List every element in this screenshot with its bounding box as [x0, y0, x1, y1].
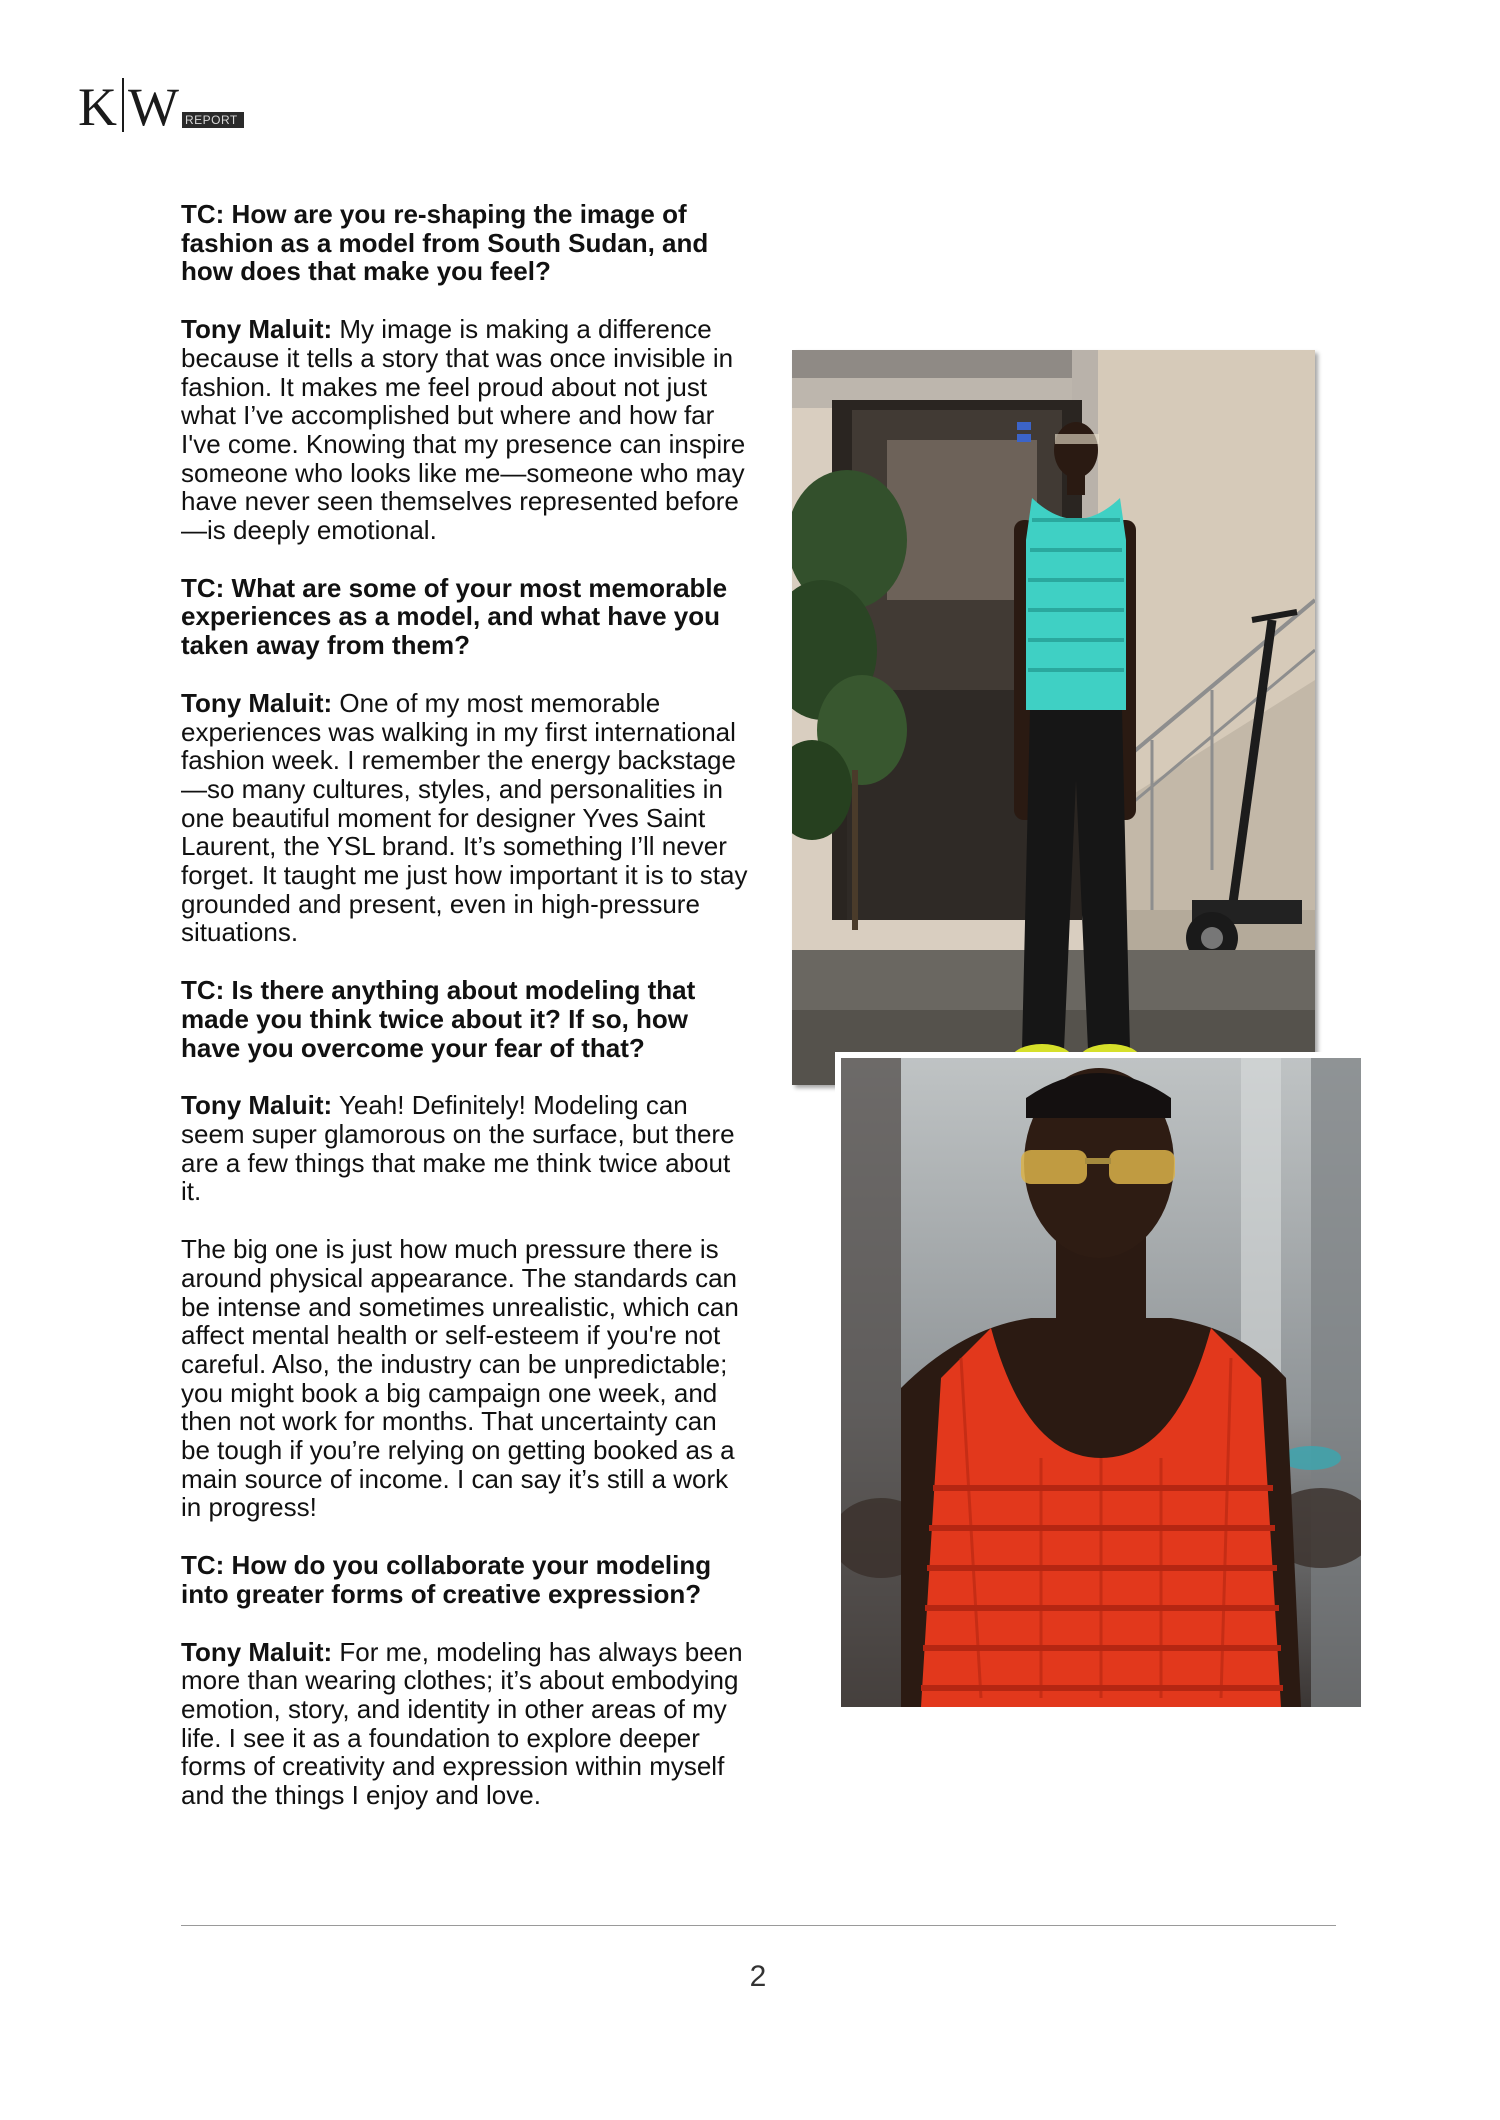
answer-text: One of my most memorable experiences was walking in my first international fashion week. I remember the energy backstage—so many cultures, styles, and personalities in one beautiful moment for designer Yves Saint Laurent, the YSL brand. It’s something I’ll never forget. It taught me just how important it is to stay grounded and present, even in high-pressure situations. — [181, 687, 748, 948]
speaker-label: Tony Maluit: — [181, 687, 333, 718]
answer-text: My image is making a difference because it tells a story that was once invisible in fashion. It makes me feel proud about not just what I’ve accomplished but where and how far I've come. Knowing that my presence can inspire someone who looks like me—someone who may have never seen themselves represented before—is deeply emotional. — [181, 314, 746, 546]
speaker-label: Tony Maluit: — [181, 1636, 333, 1667]
page-number: 2 — [749, 1960, 767, 1993]
answer-text: For me, modeling has always been more than wearing clothes; it’s about embodying emotion, story, and identity in other areas of my life. I see it as a foundation to explore deeper forms of creativity and expression within myself and the things I enjoy and love. — [181, 1636, 743, 1811]
logo-divider — [122, 78, 124, 132]
publication-logo — [78, 74, 244, 137]
interview-question-3: TC: Is there anything about modeling that made you think twice about it? If so, how have you overcome your fear of that? — [181, 975, 696, 1063]
interview-question-1: TC: How are you re-shaping the image of fashion as a model from South Sudan, and how does that make you feel? — [181, 199, 709, 287]
interview-answer-4 — [181, 1638, 751, 1810]
photo-model-red-tank-image — [841, 1058, 1361, 1707]
speaker-label: Tony Maluit: — [181, 1090, 333, 1121]
interview-question-4: TC: How do you collaborate your modeling into greater forms of creative expression? — [181, 1550, 712, 1609]
logo-letter-k: K — [78, 77, 118, 137]
photo-model-teal-tank-image — [792, 350, 1315, 1085]
interview-article — [181, 200, 751, 1839]
interview-answer-3-continued: The big one is just how much pressure there is around physical appearance. The standards can be intense and sometimes unrealistic, which can affect mental health or self-esteem if you're not careful. Also, the industry can be unpredictable; you might book a big campaign one week, and then not work for months. That uncertainty can be tough if you’re relying on getting booked as a main source of income. I can say it’s still a work in progress! — [181, 1234, 739, 1523]
photo-model-red-tank — [841, 1058, 1361, 1707]
logo-report-tag: REPORT — [182, 112, 244, 128]
answer-text: Yeah! Definitely! Modeling can seem super glamorous on the surface, but there are a few things that make me think twice about it. — [181, 1090, 735, 1207]
logo-letter-w: W — [128, 77, 180, 137]
footer-divider — [181, 1925, 1336, 1926]
logo-wordmark — [78, 77, 180, 137]
interview-question-2: TC: What are some of your most memorable experiences as a model, and what have you taken away from them? — [181, 572, 728, 661]
photo-model-teal-tank — [792, 350, 1315, 1085]
interview-answer-2 — [181, 689, 751, 947]
teal-tank-shape — [1026, 498, 1126, 710]
interview-answer-1 — [181, 315, 751, 545]
interview-answer-3 — [181, 1091, 751, 1206]
speaker-label: Tony Maluit: — [181, 314, 333, 345]
